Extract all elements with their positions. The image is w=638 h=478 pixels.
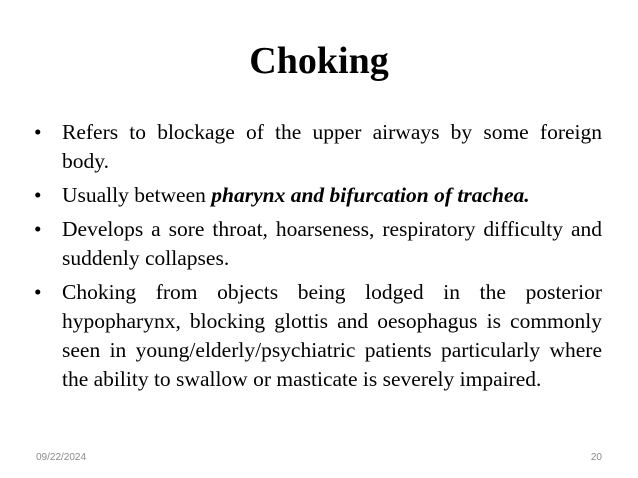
bullet-emphasis: pharynx and bifurcation of trachea.	[211, 183, 530, 207]
bullet-icon: •	[34, 120, 42, 144]
bullet-icon: •	[34, 280, 42, 304]
bullet-item	[34, 181, 602, 210]
bullet-text: Develops a sore throat, hoarseness, respiratory difficulty and suddenly collapses.	[62, 217, 602, 270]
footer-page-number: 20	[590, 452, 602, 463]
bullet-item	[34, 278, 602, 394]
bullet-icon: •	[34, 217, 42, 241]
bullet-text: Choking from objects being lodged in the posterior hypopharynx, blocking glottis and oesophagus is commonly seen in young/elderly/psychiatric patients particularly where the ability to swallow or masticate is severely impaired.	[62, 280, 602, 391]
bullet-list	[34, 118, 602, 399]
bullet-text: Refers to blockage of the upper airways by some foreign body.	[62, 120, 602, 173]
bullet-item	[34, 118, 602, 176]
footer-date: 09/22/2024	[36, 452, 87, 463]
bullet-icon: •	[34, 183, 42, 207]
bullet-text: Usually between	[62, 183, 212, 207]
bullet-item	[34, 215, 602, 273]
slide-title: Choking	[249, 40, 389, 82]
